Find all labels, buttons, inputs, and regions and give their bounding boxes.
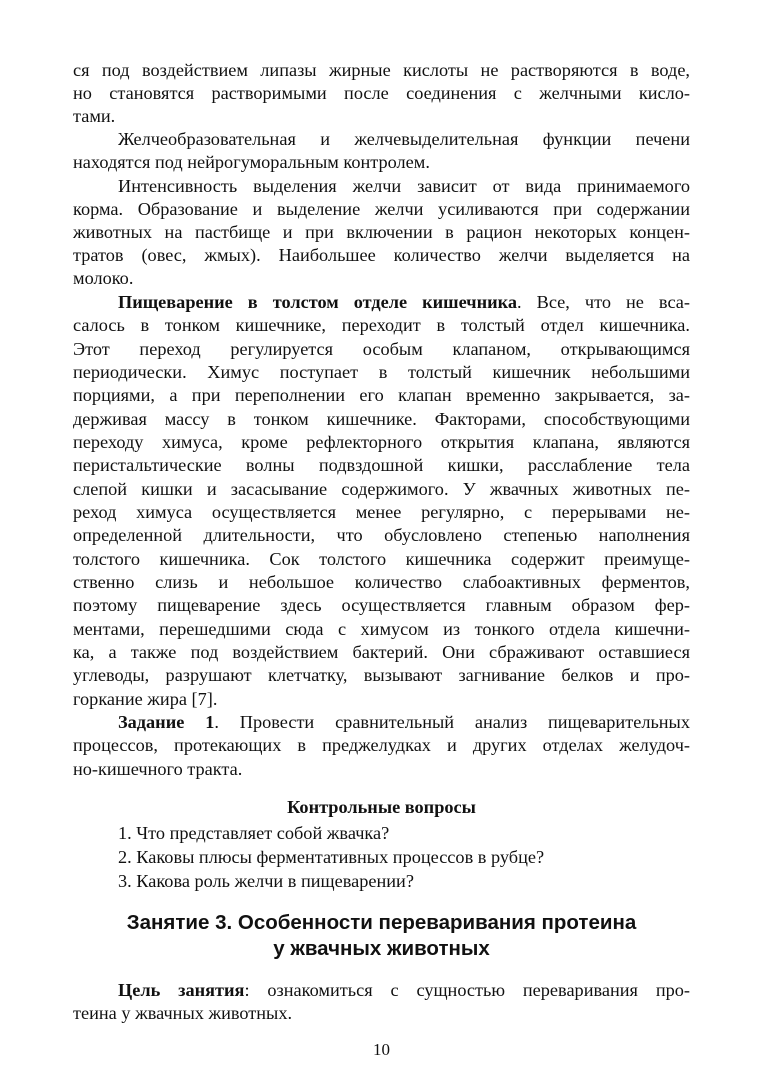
text-line: определенной длительности, что обусловлено степенью наполнения — [73, 525, 690, 545]
text-line: горкание жира [7]. — [73, 689, 218, 709]
text-line: но становятся растворимыми после соединения с желчными кисло- — [73, 83, 690, 103]
text-line: периодически. Химус поступает в толстый кишечник небольшими — [73, 362, 690, 382]
text-line: ка, а также под воздействием бактерий. Они сбраживают оставшиеся — [73, 642, 690, 662]
text-fragment: : ознакомиться с сущностью переваривания про- — [244, 980, 690, 1000]
text-line: слепой кишки и засасывание содержимого. У жвачных животных пе- — [73, 479, 690, 499]
text-line: Этот переход регулируется особым клапаном, открывающимся — [73, 339, 690, 359]
text-line: толстого кишечника. Сок толстого кишечника содержит преимуще- — [73, 549, 690, 569]
text-line: но-кишечного тракта. — [73, 759, 243, 779]
text-line: тами. — [73, 106, 116, 126]
page-number: 10 — [373, 1040, 390, 1059]
text-line: Интенсивность выделения желчи зависит от вида принимаемого — [118, 176, 690, 196]
text-line: поэтому пищеварение здесь осуществляется главным образом фер- — [73, 595, 690, 615]
text-line: ментами, перешедшими сюда с химусом из тонкого отдела кишечни- — [73, 619, 690, 639]
text-line: молоко. — [73, 268, 134, 288]
text-line: животных на пастбище и при включении в рацион некоторых концен- — [73, 222, 690, 242]
text-line: теина у жвачных животных. — [73, 1003, 293, 1023]
goal-label-bold: Цель занятия — [118, 980, 245, 1000]
text-line: ся под воздействием липазы жирные кислоты не растворяются в воде, — [73, 60, 690, 80]
text-fragment: . Все, что не вса- — [517, 292, 690, 312]
text-line: порциями, а при переполнении его клапан временно закрывается, за- — [73, 385, 690, 405]
text-line: переходу химуса, кроме рефлекторного открытия клапана, являются — [73, 432, 690, 452]
lesson-heading-line1: Занятие 3. Особенности переваривания протеина — [126, 911, 637, 934]
text-line: тратов (овес, жмых). Наибольшее количество желчи выделяется на — [73, 245, 690, 265]
control-questions-title: Контрольные вопросы — [287, 797, 476, 817]
text-line: салось в тонком кишечнике, переходит в толстый отдел кишечника. — [73, 315, 690, 335]
text-line: процессов, протекающих в преджелудках и других отделах желудоч- — [73, 735, 690, 755]
question-item: 1. Что представляет собой жвачка? — [118, 823, 390, 843]
text-line: корма. Образование и выделение желчи усиливаются при содержании — [73, 199, 690, 219]
text-line: Желчеобразовательная и желчевыделительная функции печени — [118, 129, 690, 149]
task-label-bold: Задание 1 — [118, 712, 215, 732]
text-line: углеводы, разрушают клетчатку, вызывают загнивание белков и про- — [73, 665, 690, 685]
text-line: ственно слизь и небольшое количество слабоактивных ферментов, — [73, 572, 690, 592]
text-line: держивая массу в тонком кишечнике. Факторами, способствующими — [73, 409, 690, 429]
question-item: 3. Какова роль желчи в пищеварении? — [118, 871, 414, 891]
text-line: реход химуса осуществляется менее регулярно, с перерывами не- — [73, 502, 690, 522]
text-line: находятся под нейрогуморальным контролем. — [73, 152, 430, 172]
task-paragraph-start — [118, 711, 690, 733]
section-paragraph-start — [118, 291, 690, 313]
question-item: 2. Каковы плюсы ферментативных процессов в рубце? — [118, 847, 545, 867]
text-fragment: . Провести сравнительный анализ пищеварительных — [214, 712, 690, 732]
lesson-heading-line2: у жвачных животных — [273, 937, 490, 960]
section-title-bold: Пищеварение в толстом отделе кишечника — [118, 292, 518, 312]
text-line: перистальтические волны подвздошной кишки, расслабление тела — [73, 455, 690, 475]
goal-paragraph-start — [118, 979, 690, 1001]
